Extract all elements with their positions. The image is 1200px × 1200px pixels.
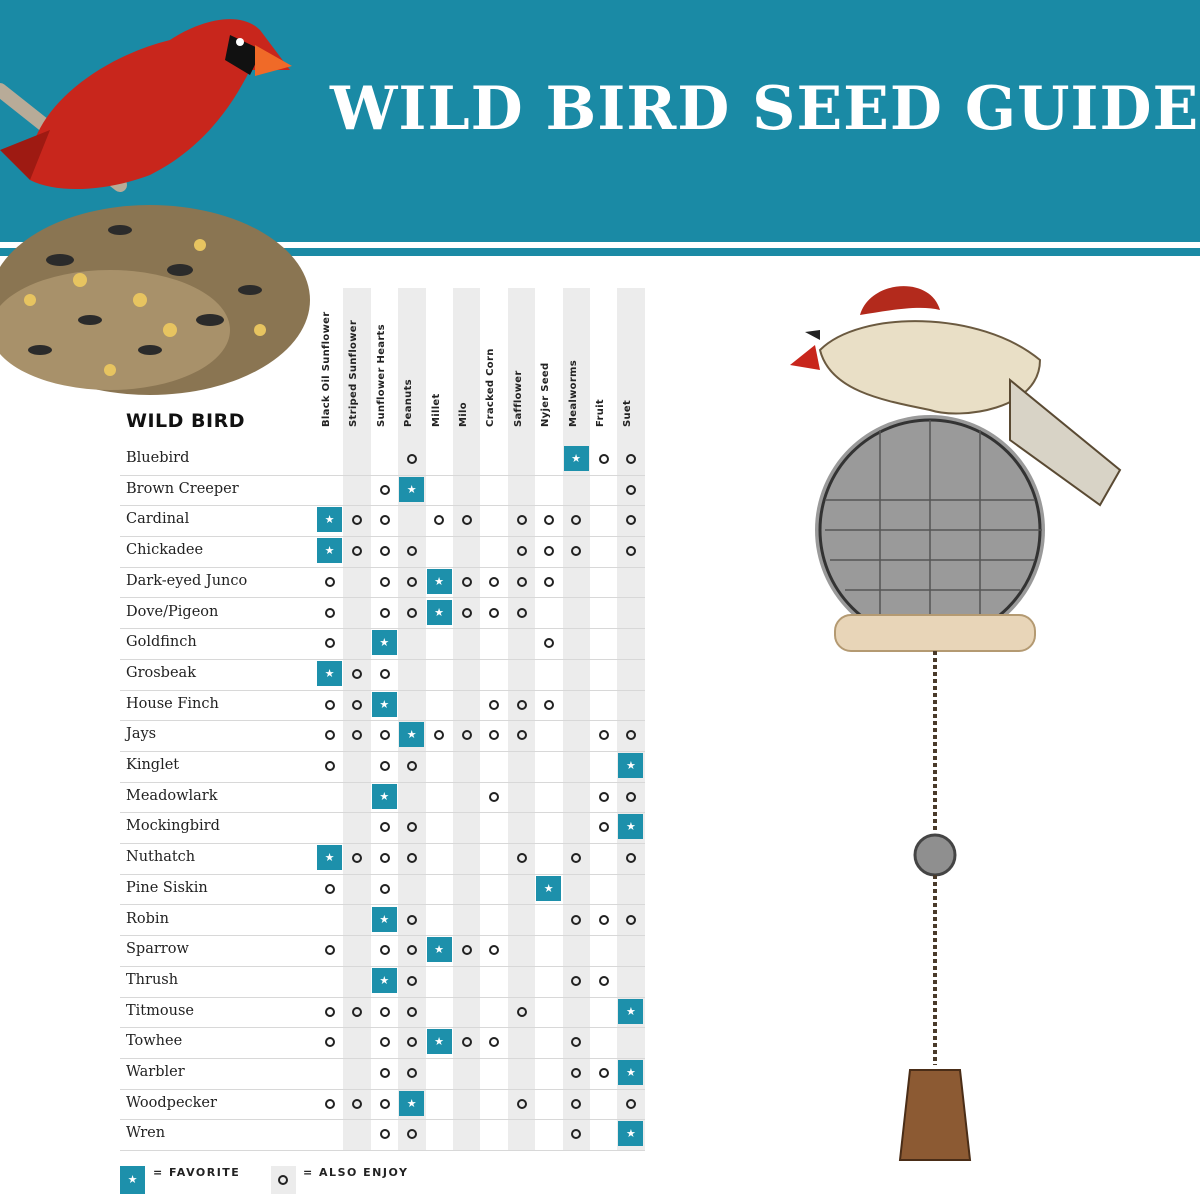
- table-row: [120, 1089, 645, 1121]
- also-enjoy-mark: [380, 608, 390, 618]
- table-row: [120, 628, 645, 660]
- favorite-mark: ★: [618, 1060, 643, 1085]
- also-enjoy-mark: [325, 638, 335, 648]
- bird-name: Robin: [126, 910, 169, 927]
- column-header: [617, 288, 644, 433]
- favorite-mark: ★: [618, 1121, 643, 1146]
- also-enjoy-mark: [380, 853, 390, 863]
- bird-name: Brown Creeper: [126, 480, 239, 497]
- favorite-mark: ★: [427, 1029, 452, 1054]
- also-enjoy-mark: [462, 608, 472, 618]
- also-enjoy-mark: [489, 700, 499, 710]
- also-enjoy-mark: [544, 638, 554, 648]
- table-row: [120, 1027, 645, 1059]
- bird-name: Wren: [126, 1125, 166, 1142]
- favorite-mark: ★: [372, 907, 397, 932]
- also-enjoy-mark: [380, 1007, 390, 1017]
- also-enjoy-mark: [571, 915, 581, 925]
- favorite-mark: ★: [372, 630, 397, 655]
- favorite-mark: ★: [427, 937, 452, 962]
- also-enjoy-mark: [352, 1007, 362, 1017]
- column-header: [508, 288, 535, 433]
- also-enjoy-mark: [462, 577, 472, 587]
- also-enjoy-mark: [599, 792, 609, 802]
- column-header: [316, 288, 343, 433]
- also-enjoy-mark: [325, 1037, 335, 1047]
- bird-name: Cardinal: [126, 511, 190, 528]
- also-enjoy-mark: [626, 485, 636, 495]
- favorite-mark: ★: [564, 446, 589, 471]
- also-enjoy-mark: [352, 515, 362, 525]
- bird-name: Kinglet: [126, 757, 180, 773]
- also-enjoy-mark: [462, 515, 472, 525]
- bird-name: Woodpecker: [126, 1094, 217, 1111]
- favorite-mark: ★: [427, 600, 452, 625]
- also-enjoy-mark: [380, 577, 390, 587]
- also-enjoy-mark: [544, 546, 554, 556]
- also-enjoy-mark: [352, 669, 362, 679]
- bird-name: House Finch: [126, 695, 219, 712]
- also-enjoy-mark: [380, 761, 390, 771]
- table-row: [120, 567, 645, 599]
- also-enjoy-mark: [544, 700, 554, 710]
- also-enjoy-mark: [380, 945, 390, 955]
- also-enjoy-mark: [489, 730, 499, 740]
- cardinal-seed-illustration: [0, 0, 320, 400]
- also-enjoy-mark: [352, 546, 362, 556]
- also-enjoy-mark: [380, 546, 390, 556]
- wild-bird-header: WILD BIRD: [126, 410, 245, 432]
- also-enjoy-mark: [626, 915, 636, 925]
- also-enjoy-mark: [434, 515, 444, 525]
- table-row: [120, 444, 645, 476]
- also-enjoy-mark: [626, 853, 636, 863]
- also-enjoy-mark: [325, 761, 335, 771]
- also-enjoy-mark: [599, 730, 609, 740]
- table-row: [120, 843, 645, 875]
- legend-favorite-label: = FAVORITE: [153, 1166, 241, 1179]
- column-header: [590, 288, 617, 433]
- bird-name: Mockingbird: [126, 818, 220, 835]
- column-header-label: Sunflower Hearts: [375, 324, 387, 427]
- also-enjoy-mark: [380, 884, 390, 894]
- also-enjoy-mark: [489, 577, 499, 587]
- also-enjoy-mark: [352, 853, 362, 863]
- column-header-label: Suet: [622, 399, 634, 427]
- also-enjoy-mark: [380, 1037, 390, 1047]
- column-header: [480, 288, 507, 433]
- column-header: [535, 288, 562, 433]
- also-enjoy-mark: [407, 546, 417, 556]
- table-row: [120, 690, 645, 722]
- bird-name: Jays: [126, 726, 157, 743]
- rooster-feeder-illustration: [780, 270, 1140, 1170]
- column-header-label: Millet: [430, 393, 442, 427]
- favorite-mark: ★: [317, 507, 342, 532]
- also-enjoy-mark: [489, 608, 499, 618]
- also-enjoy-mark: [571, 546, 581, 556]
- table-row: [120, 935, 645, 967]
- also-enjoy-mark: [489, 792, 499, 802]
- column-header-label: Cracked Corn: [485, 348, 497, 427]
- column-header-label: Black Oil Sunflower: [321, 311, 332, 427]
- bird-name: Grosbeak: [126, 664, 196, 681]
- table-row: [120, 536, 645, 568]
- also-enjoy-mark: [544, 577, 554, 587]
- bird-name: Warbler: [126, 1064, 185, 1080]
- bird-name: Nuthatch: [126, 849, 196, 866]
- table-row: [120, 966, 645, 998]
- column-header-label: Nyjer Seed: [540, 362, 552, 427]
- also-enjoy-mark: [517, 700, 527, 710]
- favorite-mark: ★: [372, 784, 397, 809]
- table-row: [120, 1058, 645, 1090]
- also-enjoy-mark: [380, 669, 390, 679]
- also-enjoy-mark: [489, 945, 499, 955]
- column-header-label: Striped Sunflower: [348, 319, 360, 427]
- page-title: WILD BIRD SEED GUIDE: [330, 74, 1200, 144]
- also-enjoy-mark: [407, 822, 417, 832]
- bird-name: Pine Siskin: [126, 879, 208, 896]
- bird-name: Dove/Pigeon: [126, 603, 219, 620]
- bird-name: Dark-eyed Junco: [126, 572, 248, 589]
- favorite-mark: ★: [317, 661, 342, 686]
- also-enjoy-mark: [626, 546, 636, 556]
- table-row: [120, 905, 645, 937]
- also-enjoy-mark: [517, 853, 527, 863]
- column-header: [371, 288, 398, 433]
- favorite-mark: ★: [399, 1091, 424, 1116]
- also-enjoy-mark: [352, 730, 362, 740]
- favorite-mark: ★: [618, 753, 643, 778]
- column-header-label: Fruit: [595, 399, 606, 427]
- also-enjoy-mark: [462, 945, 472, 955]
- favorite-mark: ★: [399, 722, 424, 747]
- also-enjoy-mark: [517, 1007, 527, 1017]
- also-enjoy-mark: [325, 1099, 335, 1109]
- bird-name: Goldfinch: [126, 634, 197, 651]
- also-enjoy-mark: [571, 1099, 581, 1109]
- legend-favorite-swatch: ★: [120, 1166, 145, 1194]
- column-header: [343, 288, 370, 433]
- also-enjoy-mark: [599, 1068, 609, 1078]
- also-enjoy-mark: [571, 1129, 581, 1139]
- also-enjoy-mark: [599, 976, 609, 986]
- column-header-label: Safflower: [512, 370, 524, 427]
- table-row: [120, 505, 645, 537]
- also-enjoy-mark: [626, 1099, 636, 1109]
- also-enjoy-mark: [325, 608, 335, 618]
- also-enjoy-mark: [407, 454, 417, 464]
- bird-name: Bluebird: [126, 450, 190, 466]
- also-enjoy-mark: [380, 1068, 390, 1078]
- table-row: [120, 874, 645, 906]
- also-enjoy-mark: [571, 1068, 581, 1078]
- favorite-mark: ★: [372, 692, 397, 717]
- also-enjoy-mark: [434, 730, 444, 740]
- bird-name: Towhee: [126, 1033, 183, 1050]
- favorite-mark: ★: [427, 569, 452, 594]
- also-enjoy-mark: [352, 1099, 362, 1109]
- also-enjoy-mark: [325, 730, 335, 740]
- also-enjoy-mark: [462, 730, 472, 740]
- table-row: [120, 475, 645, 507]
- column-header-label: Milo: [458, 402, 469, 427]
- favorite-mark: ★: [399, 477, 424, 502]
- also-enjoy-mark: [380, 730, 390, 740]
- also-enjoy-mark: [517, 546, 527, 556]
- favorite-mark: ★: [317, 845, 342, 870]
- also-enjoy-mark: [626, 454, 636, 464]
- also-enjoy-mark: [325, 945, 335, 955]
- also-enjoy-mark: [571, 853, 581, 863]
- bird-name: Thrush: [126, 971, 179, 988]
- also-enjoy-mark: [325, 1007, 335, 1017]
- legend-also-enjoy-swatch: [271, 1166, 296, 1194]
- also-enjoy-mark: [544, 515, 554, 525]
- table-row: [120, 659, 645, 691]
- also-enjoy-mark: [380, 515, 390, 525]
- also-enjoy-mark: [380, 1129, 390, 1139]
- also-enjoy-mark: [407, 853, 417, 863]
- also-enjoy-mark: [517, 515, 527, 525]
- also-enjoy-mark: [462, 1037, 472, 1047]
- also-enjoy-mark: [325, 577, 335, 587]
- also-enjoy-mark: [380, 485, 390, 495]
- column-header-label: Mealworms: [567, 359, 579, 427]
- bird-name: Chickadee: [126, 542, 204, 559]
- table-row: [120, 720, 645, 752]
- also-enjoy-mark: [599, 915, 609, 925]
- also-enjoy-mark: [325, 884, 335, 894]
- table-row: [120, 751, 645, 783]
- favorite-mark: ★: [317, 538, 342, 563]
- also-enjoy-mark: [325, 700, 335, 710]
- also-enjoy-mark: [517, 577, 527, 587]
- table-row: [120, 812, 645, 844]
- also-enjoy-mark: [380, 822, 390, 832]
- also-enjoy-mark: [407, 1129, 417, 1139]
- column-header: [426, 288, 453, 433]
- table-row: [120, 598, 645, 630]
- also-enjoy-mark: [599, 822, 609, 832]
- column-header-label: Peanuts: [403, 379, 415, 427]
- also-enjoy-mark: [489, 1037, 499, 1047]
- table-row: [120, 997, 645, 1029]
- column-header: [453, 288, 480, 433]
- bird-name: Titmouse: [126, 1002, 194, 1019]
- also-enjoy-mark: [407, 1068, 417, 1078]
- column-header: [398, 288, 425, 433]
- also-enjoy-mark: [407, 976, 417, 986]
- favorite-mark: ★: [618, 999, 643, 1024]
- also-enjoy-mark: [517, 1099, 527, 1109]
- legend-also-enjoy-label: = ALSO ENJOY: [303, 1166, 409, 1179]
- also-enjoy-mark: [517, 608, 527, 618]
- also-enjoy-mark: [407, 915, 417, 925]
- also-enjoy-mark: [626, 730, 636, 740]
- also-enjoy-mark: [352, 700, 362, 710]
- also-enjoy-mark: [380, 1099, 390, 1109]
- also-enjoy-mark: [407, 761, 417, 771]
- table-row: [120, 1119, 645, 1151]
- also-enjoy-mark: [517, 730, 527, 740]
- also-enjoy-mark: [571, 1037, 581, 1047]
- bird-name: Sparrow: [126, 941, 189, 958]
- also-enjoy-mark: [626, 515, 636, 525]
- favorite-mark: ★: [536, 876, 561, 901]
- column-header: [563, 288, 590, 433]
- also-enjoy-mark: [626, 792, 636, 802]
- also-enjoy-mark: [407, 608, 417, 618]
- also-enjoy-mark: [407, 577, 417, 587]
- favorite-mark: ★: [372, 968, 397, 993]
- also-enjoy-mark: [571, 976, 581, 986]
- also-enjoy-mark: [407, 1007, 417, 1017]
- favorite-mark: ★: [618, 814, 643, 839]
- also-enjoy-mark: [599, 454, 609, 464]
- also-enjoy-mark: [407, 945, 417, 955]
- also-enjoy-mark: [407, 1037, 417, 1047]
- bird-name: Meadowlark: [126, 787, 218, 804]
- table-row: [120, 782, 645, 814]
- also-enjoy-mark: [571, 515, 581, 525]
